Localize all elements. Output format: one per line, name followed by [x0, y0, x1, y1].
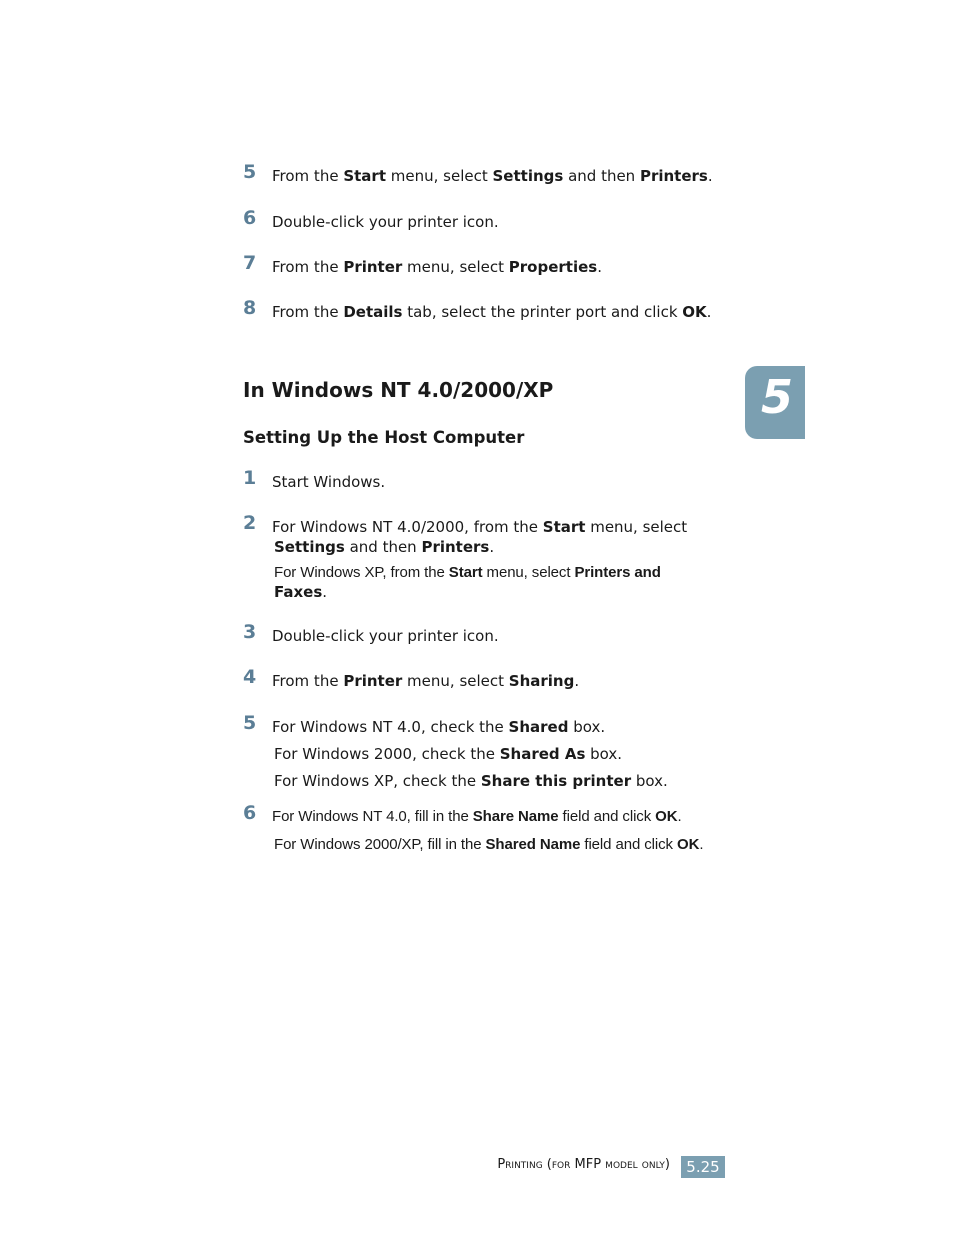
subsection-heading: Setting Up the Host Computer	[243, 428, 525, 447]
step-text: Start Windows.	[272, 473, 386, 491]
step-text-line: For Windows NT 4.0/2000, from the Start menu, select	[272, 518, 688, 536]
step-number: 8	[243, 297, 257, 319]
step-number: 6	[243, 207, 257, 229]
step-number: 7	[243, 252, 257, 274]
step-number: 4	[243, 666, 257, 688]
step-text: Double-click your printer icon.	[272, 213, 499, 231]
section-heading: In Windows NT 4.0/2000/XP	[243, 378, 554, 402]
step-number: 5	[243, 161, 257, 183]
step-text-line: For Windows 2000, check the Shared As box.	[274, 745, 623, 763]
footer-section-title: Printing (for MFP model only)	[497, 1157, 670, 1172]
step-text-line: For Windows 2000/XP, fill in the Shared Name field and click OK.	[274, 836, 704, 853]
step-number: 3	[243, 621, 257, 643]
step-text: From the Start menu, select Settings and then Printers.	[272, 167, 713, 185]
step-text: Double-click your printer icon.	[272, 627, 499, 645]
step-text-line: For Windows XP, from the Start menu, select Printers and	[274, 564, 661, 581]
step-number: 2	[243, 512, 257, 534]
step-text: From the Details tab, select the printer port and click OK.	[272, 303, 712, 321]
step-text-line: For Windows NT 4.0, fill in the Share Name field and click OK.	[272, 808, 682, 825]
step-text: From the Printer menu, select Sharing.	[272, 672, 580, 690]
step-number: 6	[243, 802, 257, 824]
step-number: 5	[243, 712, 257, 734]
step-text-line: For Windows NT 4.0, check the Shared box.	[272, 718, 606, 736]
step-text-line: Settings and then Printers.	[274, 538, 495, 556]
step-text-line: For Windows XP, check the Share this printer box.	[274, 772, 668, 790]
page-number: 5.25	[681, 1156, 725, 1178]
step-text: From the Printer menu, select Properties.	[272, 258, 602, 276]
step-text-line: Faxes.	[274, 583, 328, 601]
chapter-tab	[745, 366, 805, 439]
chapter-number: 5	[761, 370, 794, 424]
step-number: 1	[243, 467, 257, 489]
